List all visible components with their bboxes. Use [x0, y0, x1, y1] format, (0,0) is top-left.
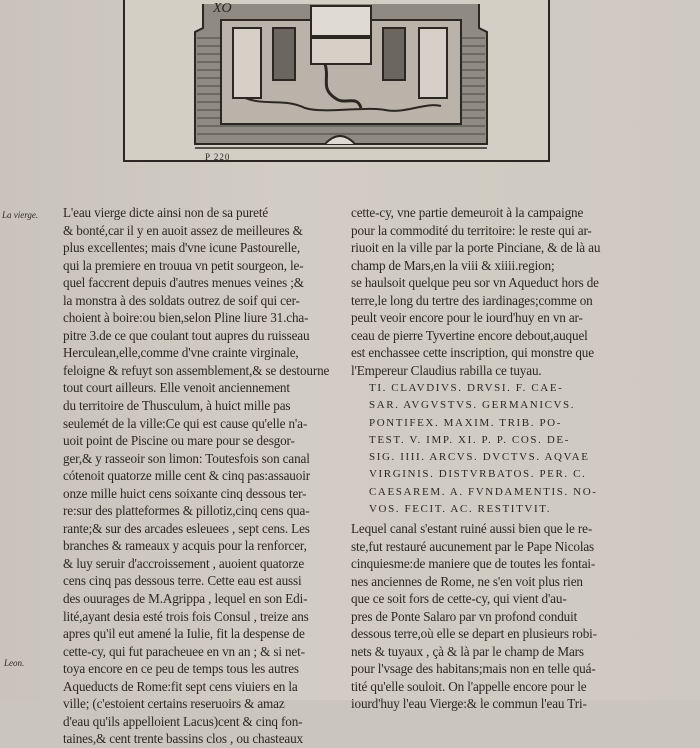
text-line: nes anciennes de Rome, ne s'en voit plus rien: [351, 573, 583, 589]
text-line: pres de Ponte Salaro par vn profond conduit: [351, 608, 578, 624]
text-line: tout court ailleurs. Elle venoit anciennement: [63, 380, 290, 396]
text-line: & luy seruir d'accroissement , auoient quatorze: [63, 555, 305, 571]
inscription-line: VIRGINIS. DISTVRBATOS. PER. C.: [369, 468, 587, 481]
text-line: peult veoir encore pour le iourd'huy en vn ar-: [351, 310, 583, 326]
latin-inscription: [369, 380, 639, 518]
text-line: cens cinq pas dessous terre. Cette eau est aussi: [63, 573, 302, 589]
text-line: branches & rameaux y acquis pour la renforcer,: [63, 538, 307, 554]
text-line: champ de Mars,en la viii & xiiii.region;: [351, 257, 555, 273]
text-line: est enchassee cette inscription, qui monstre que: [351, 345, 594, 361]
text-line: ville; (c'estoient certains reseruoirs & amaz: [63, 696, 285, 712]
text-line: qui la premiere en trouua vn petit sourgeon, le-: [63, 257, 304, 273]
text-line: dessous terre,où elle se depart en plusieurs robi-: [351, 626, 597, 642]
inscription-line: TI. CLAVDIVS. DRVSI. F. CAE-: [369, 382, 564, 394]
text-line: d'eau qu'ils appelloient Lacus)cent & cinq fon-: [63, 713, 303, 729]
text-line: que ce soit fors de cette-cy, qui vient d'au-: [351, 591, 567, 607]
text-line: l'Empereur Claudius rabilla ce tuyau.: [351, 362, 542, 378]
text-line: iourd'huy l'eau Vierge:& le commun l'eau Tri-: [351, 696, 587, 712]
inscription-line: VOS. FECIT. AC. RESTITVIT.: [369, 503, 552, 516]
text-line: du territoire de Thusculum, à huict mille pas: [63, 398, 291, 414]
inscription-line: TEST. V. IMP. XI. P. P. COS. DE-: [369, 433, 570, 446]
text-line: plus excellentes; mais d'vne icune Pastourelle,: [63, 240, 301, 256]
margin-note-la-vierge: La vierge.: [2, 210, 39, 220]
text-line: cette-cy, vne partie demeuroit à la campaigne: [351, 205, 584, 220]
text-line: la monstra à des soldats outrez de soif qui cer-: [63, 292, 300, 308]
text-line: L'eau vierge dicte ainsi non de sa pureté: [63, 205, 269, 220]
text-line: ste,fut restauré aucunement par le Pape Nicolas: [351, 538, 595, 554]
text-line: Lequel canal s'estant ruiné aussi bien que le re-: [351, 521, 593, 536]
text-line: Aqueducts de Rome:fit sept cens viuiers en la: [63, 678, 298, 694]
text-line: lité,ayant desia esté trois fois Consul , treize ans: [63, 608, 309, 624]
text-line: Herculean,elle,comme d'vne crainte virginale,: [63, 345, 299, 361]
text-line: terre,le long du tertre des iardinages;comme on: [351, 292, 593, 308]
text-line: quel faccrent depuis d'autres menues veines ;&: [63, 275, 304, 291]
inscription-line: SAR. AVGVSTVS. GERMANICVS.: [369, 399, 576, 412]
figure-caption: P 220: [205, 152, 231, 162]
left-text-column: [63, 204, 338, 748]
woodcut-illustration: [123, 0, 550, 162]
text-line: apres qu'il eut amené la Iulie, fit la despense de: [63, 626, 305, 642]
text-line: cinquiesme:de maniere que de toutes les fontai-: [351, 556, 596, 572]
text-line: rante;& sur des arcades esleuees , sept cens. Les: [63, 520, 310, 536]
text-line: & bonté,car il y en auoit assez de meilleures &: [63, 222, 303, 238]
text-line: pitre 3.de ce que coulant tout aupres du ruisseau: [63, 327, 310, 343]
text-line: ceau de pierre Tyvertine encore debout,auquel: [351, 327, 588, 343]
text-line: pour la commodité du territoire: le reste qui ar-: [351, 222, 592, 238]
inscription-line: PONTIFEX. MAXIM. TRIB. PO-: [369, 416, 562, 429]
right-text-column-top: [351, 204, 641, 379]
text-line: feloigne & refuyt son assemblement,& se destourne: [63, 362, 330, 378]
text-line: onze mille huict cens soixante cinq dessous ter-: [63, 485, 307, 501]
text-line: riuoit en la ville par la porte Pinciane, & de là au: [351, 240, 601, 256]
text-line: des ouurages de M.Agrippa , lequel en son Edi-: [63, 591, 308, 607]
text-line: re:sur des platteformes & pillotiz,cinq cens qua-: [63, 503, 310, 519]
text-line: taines,& cent trente bassins clos , ou chasteaux: [63, 731, 303, 747]
aqueduct-woodcut-icon: [125, 0, 548, 160]
text-line: seulemét de la ville:Ce qui est cause qu'elle n'a-: [63, 415, 308, 431]
figure-label: XO: [213, 1, 232, 16]
text-line: nets & tuyaux , çà & là par le champ de Mars: [351, 643, 584, 659]
text-line: cette-cy, qui fut paracheuee en vn an ; & si net-: [63, 643, 305, 659]
right-text-column-bottom: [351, 520, 641, 713]
text-line: choient à boire:ou bien,selon Pline liure 31.cha-: [63, 310, 309, 326]
text-line: uoit point de Piscine ou mare pour se desgor-: [63, 433, 295, 449]
inscription-line: SIG. IIII. ARCVS. DVCTVS. AQVAE: [369, 451, 590, 464]
inscription-line: CAESAREM. A. FVNDAMENTIS. NO-: [369, 485, 598, 498]
text-line: se haulsoit quelque peu sor vn Aqueduct hors de: [351, 275, 599, 291]
text-line: tité qu'elle souloit. On l'appelle encore pour le: [351, 678, 587, 694]
text-line: cótenoit quatorze mille cent & cinq pas:assauoir: [63, 468, 310, 484]
text-line: ger,& y rasseoir son limon: Toutesfois son canal: [63, 450, 310, 466]
margin-note-leon: Leon.: [4, 658, 25, 668]
text-line: toya encore en ce peu de temps tous les autres: [63, 661, 299, 677]
text-line: pour l'vsage des habitans;mais non en telle quá-: [351, 661, 596, 677]
